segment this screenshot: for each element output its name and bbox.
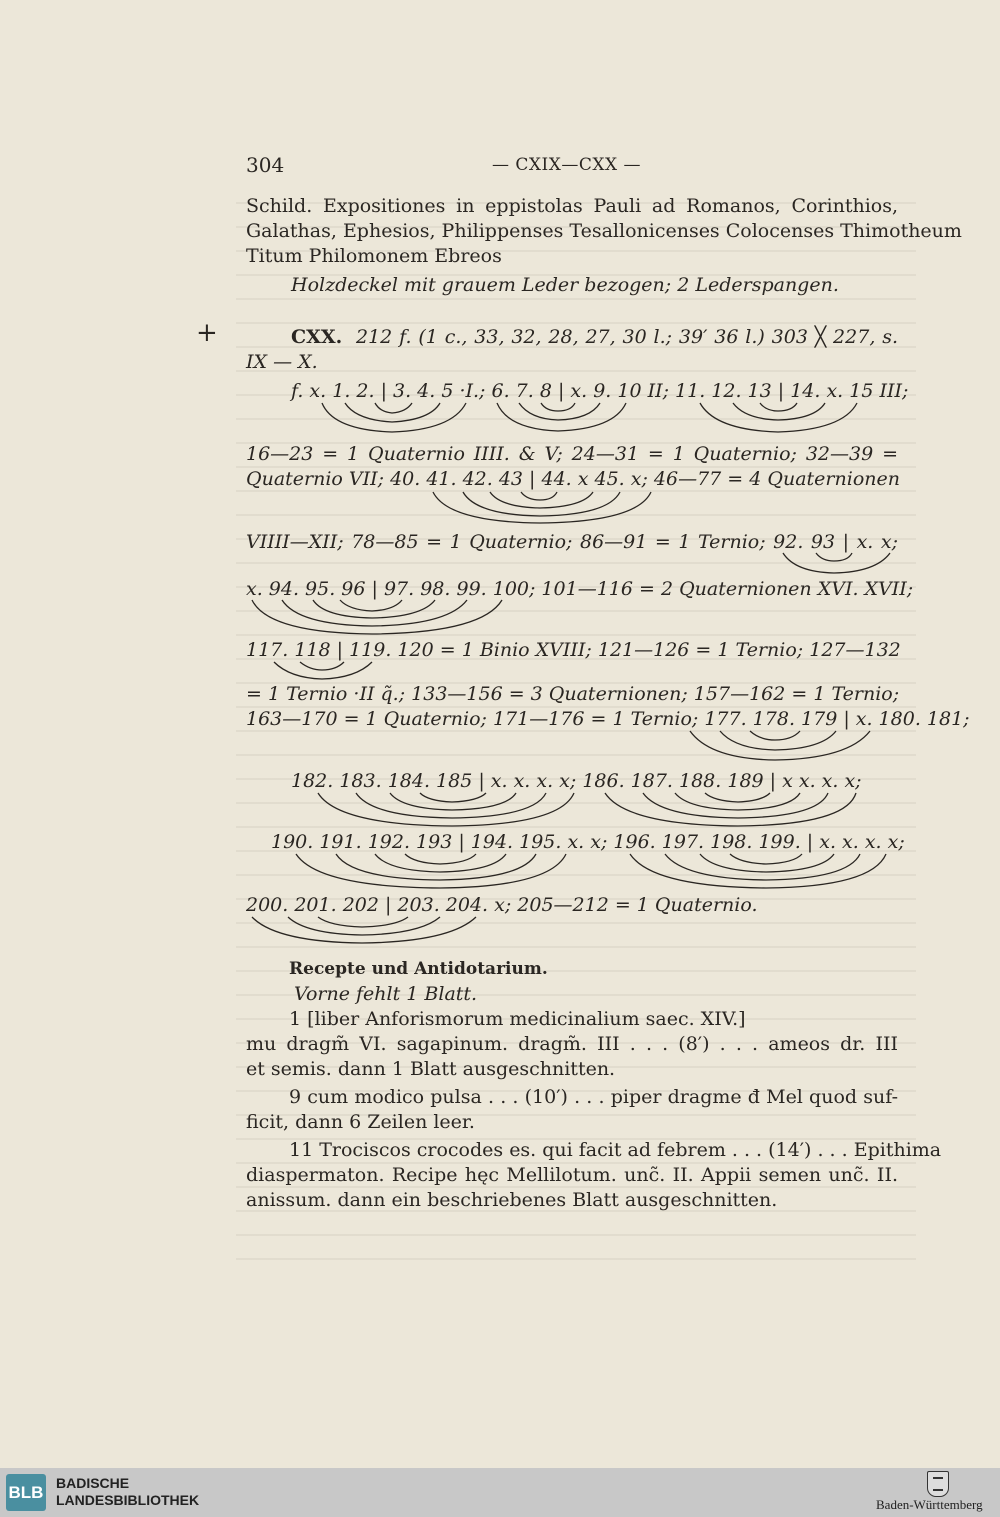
margin-plus-mark: + <box>196 318 218 348</box>
cxx-number: CXX. <box>291 326 343 348</box>
recipe-p2-line-1: 9 cum modico pulsa . . . (10′) . . . piper dragme đ Mel quod suf- <box>289 1086 898 1108</box>
state-label: Baden-Württemberg <box>876 1497 983 1512</box>
library-name-line-1: BADISCHE <box>56 1475 130 1491</box>
collation-line: 16—23 = 1 Quaternio IIII. & V; 24—31 = 1 Quaternio; 32—39 = <box>246 443 898 465</box>
recipe-p1-line-2: mu dragm̃ VI. sagapinum. dragm̃. III . . . (8′) . . . ameos dr. III <box>246 1033 898 1055</box>
recipe-p3-line-1: 11 Trociscos crocodes es. qui facit ad febrem . . . (14′) . . . Epithima <box>289 1139 942 1161</box>
recipe-p3-line-2: diaspermaton. Recipe hęc Mellilotum. unc̃. II. Appii semen unc̃. II. <box>246 1164 898 1186</box>
collation-line: Quaternio VII; 40. 41. 42. 43 | 44. x 45. x; 46—77 = 4 Quaternionen <box>246 468 900 490</box>
blb-logo[interactable]: BLB <box>6 1474 46 1511</box>
collation-line: 163—170 = 1 Quaternio; 171—176 = 1 Ternio; 177. 178. 179 | x. 180. 181; <box>246 708 970 730</box>
recipe-p2-line-2: ficit, dann 6 Zeilen leer. <box>246 1111 475 1133</box>
coat-of-arms-icon <box>927 1471 949 1497</box>
collation-line: 200. 201. 202 | 203. 204. x; 205—212 = 1 Quaternio. <box>246 894 758 916</box>
collation-line: x. 94. 95. 96 | 97. 98. 99. 100; 101—116 = 2 Quaternionen XVI. XVII; <box>246 578 914 600</box>
collation-line: 190. 191. 192. 193 | 194. 195. x. x; 196. 197. 198. 199. | x. x. x. x; <box>271 831 905 853</box>
cxx-description-1: 212 f. (1 c., 33, 32, 28, 27, 30 l.; 39′ 36 l.) 303 ╳ 227, s. <box>356 326 898 348</box>
cxx-description-2: IX — X. <box>246 351 318 373</box>
cxix-title-line-3: Titum Philomonem Ebreos <box>246 245 502 267</box>
recipe-p1-line-1: 1 [liber Anforismorum medicinalium saec. XIV.] <box>289 1008 746 1030</box>
cxix-binding-note: Holzdeckel mit grauem Leder bezogen; 2 Lederspangen. <box>291 274 839 296</box>
cxix-title-line-1: Schild. Expositiones in eppistolas Pauli ad Romanos, Corinthios, <box>246 195 898 217</box>
library-name-line-2: LANDESBIBLIOTHEK <box>56 1492 200 1508</box>
collation-line: 182. 183. 184. 185 | x. x. x. x; 186. 187. 188. 189 | x x. x. x; <box>291 770 862 792</box>
recipe-p3-line-3: anissum. dann ein beschriebenes Blatt ausgeschnitten. <box>246 1189 778 1211</box>
collation-line: = 1 Ternio ·II q̃.; 133—156 = 3 Quaternionen; 157—162 = 1 Ternio; <box>246 683 900 705</box>
note-front-missing: Vorne fehlt 1 Blatt. <box>294 983 478 1005</box>
section-heading-recepte: Recepte und Antidotarium. <box>289 959 548 979</box>
viewer-footer-bar <box>0 1468 1000 1517</box>
collation-line: VIIII—XII; 78—85 = 1 Quaternio; 86—91 = 1 Ternio; 92. 93 | x. x; <box>246 531 898 553</box>
page-number: 304 <box>246 153 285 177</box>
running-title: — CXIX—CXX — <box>492 155 641 175</box>
collation-line: f. x. 1. 2. | 3. 4. 5 ·I.; 6. 7. 8 | x. 9. 10 II; 11. 12. 13 | 14. x. 15 III; <box>291 380 909 402</box>
recipe-p1-line-3: et semis. dann 1 Blatt ausgeschnitten. <box>246 1058 616 1080</box>
collation-line: 117. 118 | 119. 120 = 1 Binio XVIII; 121—126 = 1 Ternio; 127—132 <box>246 639 901 661</box>
library-name[interactable] <box>56 1475 199 1509</box>
cxix-title-line-2: Galathas, Ephesios, Philippenses Tesallonicenses Colocenses Thimotheum <box>246 220 962 242</box>
